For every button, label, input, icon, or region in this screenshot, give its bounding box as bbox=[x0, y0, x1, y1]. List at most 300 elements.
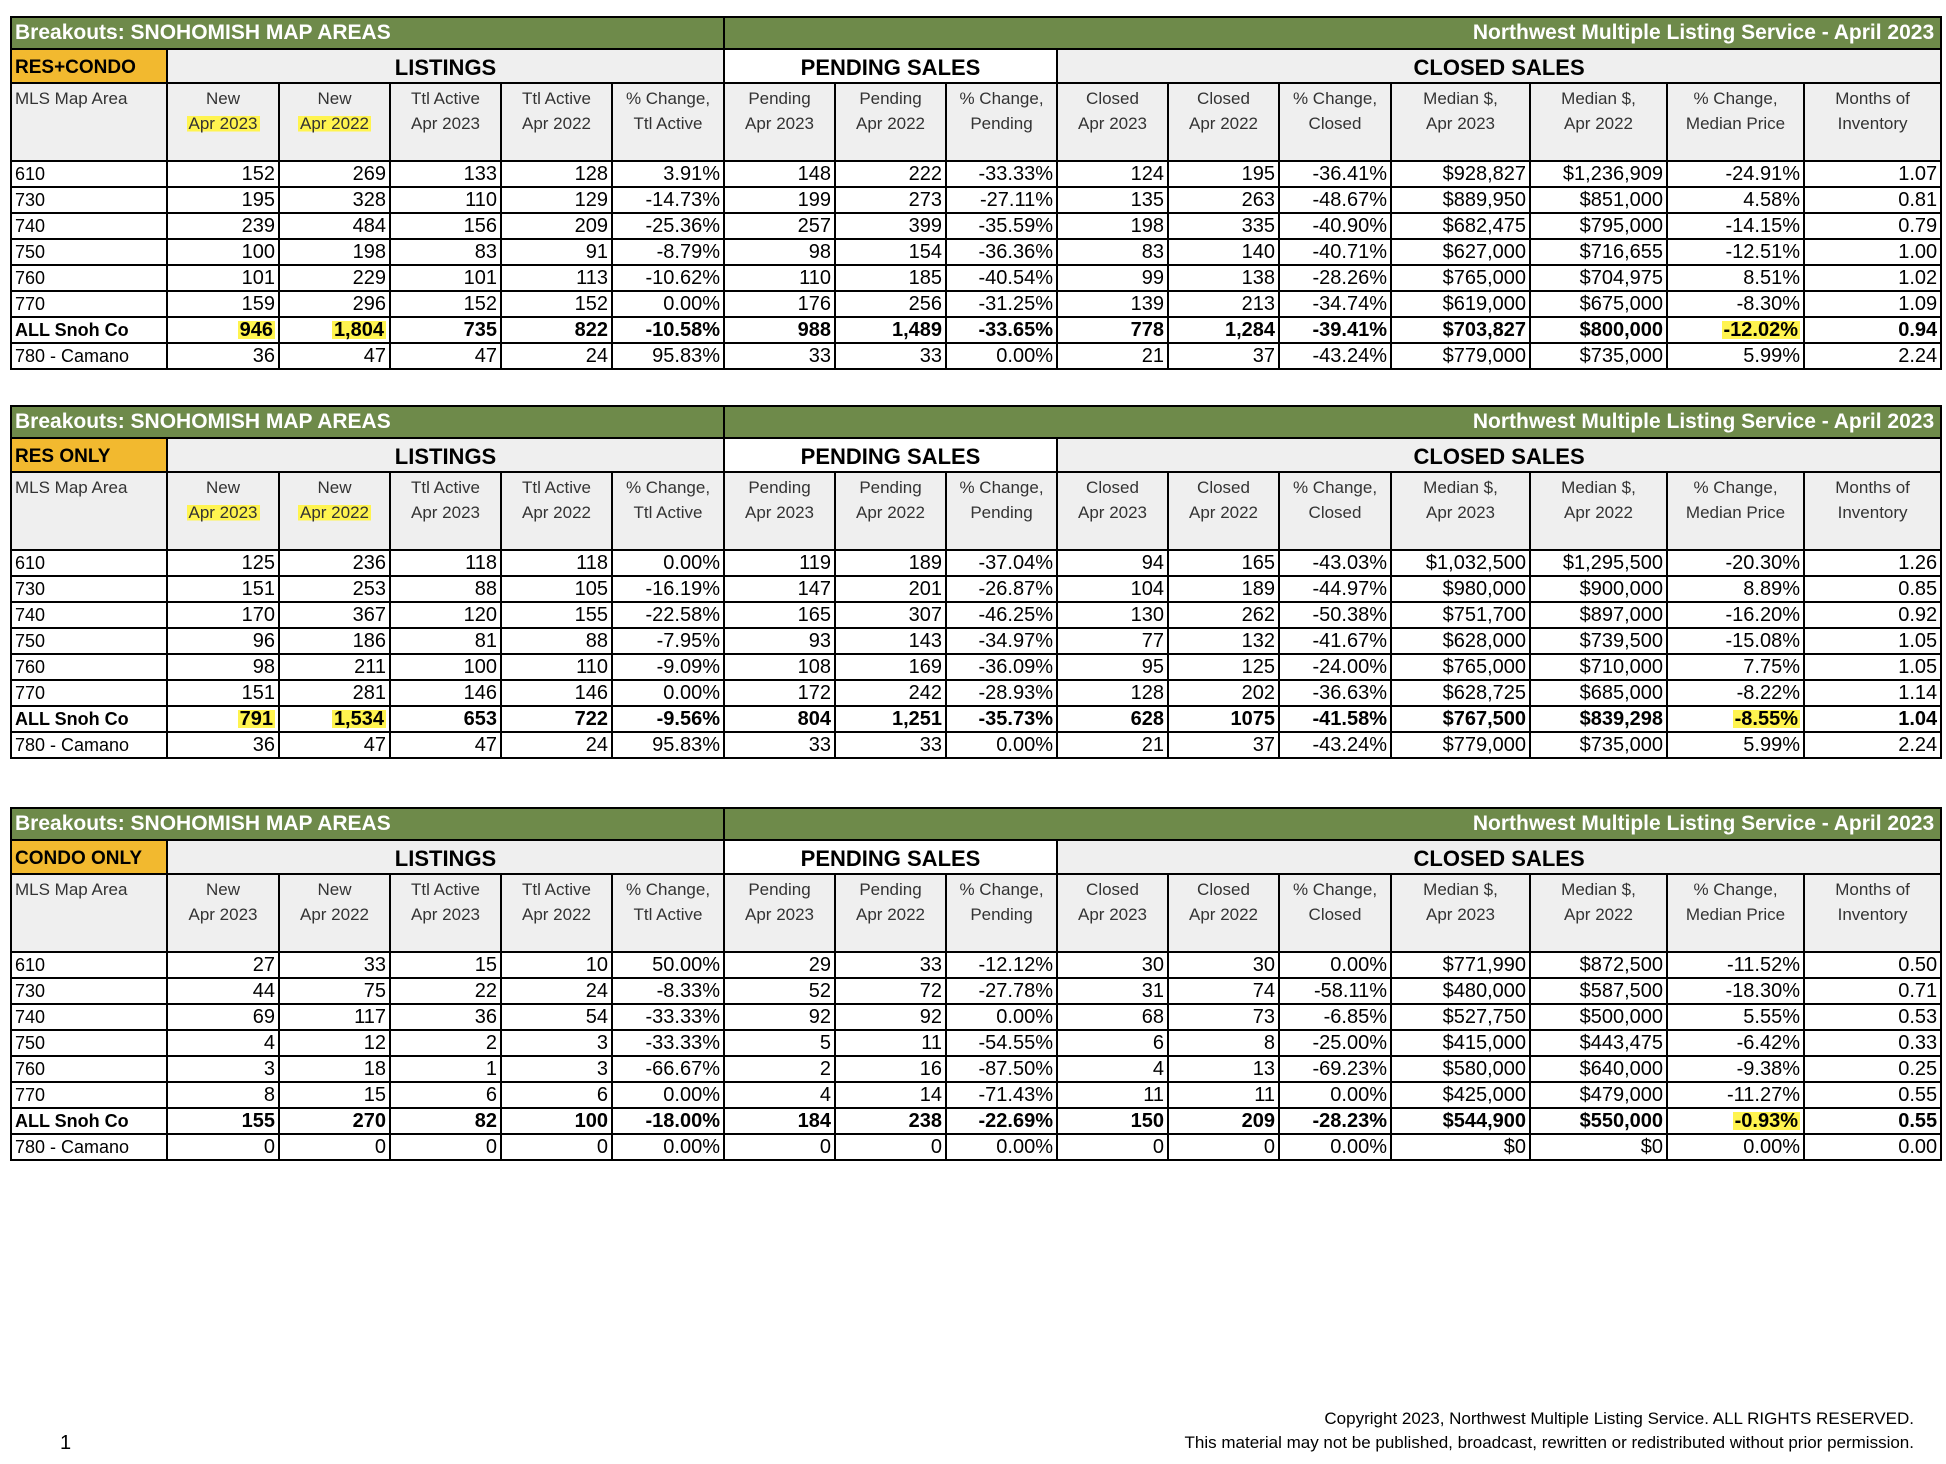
table-cell: 262 bbox=[1168, 602, 1279, 628]
column-header-line2: Apr 2022 bbox=[1189, 503, 1259, 522]
table-cell: $704,975 bbox=[1530, 265, 1667, 291]
table-cell: 202 bbox=[1168, 680, 1279, 706]
table-cell: -15.08% bbox=[1667, 628, 1804, 654]
table-cell: 27 bbox=[167, 952, 279, 978]
table-cell: 113 bbox=[501, 265, 612, 291]
table-cell: 117 bbox=[279, 1004, 390, 1030]
table-cell: 201 bbox=[835, 576, 946, 602]
column-header-line2: Apr 2023 bbox=[1078, 905, 1148, 924]
column-header bbox=[612, 874, 724, 952]
table-cell: -14.15% bbox=[1667, 213, 1804, 239]
notice-text: This material may not be published, broadcast, rewritten or redistributed without prior permission. bbox=[1184, 1433, 1914, 1452]
column-header-line1: MLS Map Area bbox=[15, 478, 128, 497]
table-cell: -11.52% bbox=[1667, 952, 1804, 978]
column-header-line2: Apr 2022 bbox=[1564, 114, 1634, 133]
table-cell: 110 bbox=[724, 265, 835, 291]
column-header-line1: Median $, bbox=[1423, 89, 1498, 108]
table-cell: $675,000 bbox=[1530, 291, 1667, 317]
table-cell: $527,750 bbox=[1391, 1004, 1530, 1030]
highlighted-value: 791 bbox=[239, 708, 273, 730]
table-row bbox=[11, 602, 1941, 628]
table-cell: 54 bbox=[501, 1004, 612, 1030]
column-header bbox=[1667, 874, 1804, 952]
column-header-line1: Closed bbox=[1197, 89, 1250, 108]
table-cell: 484 bbox=[279, 213, 390, 239]
table-cell: 3 bbox=[501, 1056, 612, 1082]
column-header-line1: Pending bbox=[859, 89, 922, 108]
table-cell: 1,284 bbox=[1168, 317, 1279, 343]
table-cell: 110 bbox=[390, 187, 501, 213]
section-pending: PENDING SALES bbox=[724, 438, 1057, 472]
column-header-line1: Pending bbox=[748, 89, 811, 108]
table-cell: 73 bbox=[1168, 1004, 1279, 1030]
table-cell: -7.95% bbox=[612, 628, 724, 654]
map-area-cell: 750 bbox=[11, 628, 167, 654]
table-cell: 128 bbox=[501, 161, 612, 187]
table-cell: 47 bbox=[390, 732, 501, 758]
table-row bbox=[11, 291, 1941, 317]
column-header-line2: Median Price bbox=[1685, 905, 1786, 924]
column-header-line1: % Change, bbox=[959, 89, 1044, 108]
table-cell: -20.30% bbox=[1667, 550, 1804, 576]
section-pending: PENDING SALES bbox=[724, 840, 1057, 874]
table-cell: 24 bbox=[501, 732, 612, 758]
column-header-line1: % Change, bbox=[1292, 89, 1378, 108]
table-cell: 152 bbox=[501, 291, 612, 317]
table-cell: -35.59% bbox=[946, 213, 1057, 239]
column-header-line1: Pending bbox=[748, 478, 811, 497]
table-cell: 1,251 bbox=[835, 706, 946, 732]
table-cell: 98 bbox=[167, 654, 279, 680]
section-listings: LISTINGS bbox=[167, 438, 724, 472]
table-cell: -87.50% bbox=[946, 1056, 1057, 1082]
column-header-line2: Median Price bbox=[1685, 503, 1786, 522]
table-cell: $703,827 bbox=[1391, 317, 1530, 343]
column-header-line1: Pending bbox=[748, 880, 811, 899]
column-header-line1: % Change, bbox=[1292, 880, 1378, 899]
map-area-cell: 740 bbox=[11, 1004, 167, 1030]
table-cell: -12.51% bbox=[1667, 239, 1804, 265]
column-header bbox=[1391, 874, 1530, 952]
table-cell: $682,475 bbox=[1391, 213, 1530, 239]
column-header bbox=[724, 83, 835, 161]
column-header-line2: Apr 2023 bbox=[745, 114, 815, 133]
table-cell bbox=[279, 317, 390, 343]
table-cell: 108 bbox=[724, 654, 835, 680]
column-header-line1: New bbox=[317, 89, 352, 108]
table-cell: $479,000 bbox=[1530, 1082, 1667, 1108]
highlighted-value: -12.02% bbox=[1723, 319, 1799, 341]
column-header-line2: Apr 2022 bbox=[1189, 114, 1259, 133]
column-header bbox=[612, 83, 724, 161]
table-cell: $735,000 bbox=[1530, 343, 1667, 369]
column-header-line1: New bbox=[205, 89, 240, 108]
table-cell: -10.58% bbox=[612, 317, 724, 343]
table-cell: 1.09 bbox=[1804, 291, 1941, 317]
table-cell: 3 bbox=[501, 1030, 612, 1056]
data-table bbox=[10, 807, 1942, 1161]
table-cell: 0 bbox=[390, 1134, 501, 1160]
table-cell: 37 bbox=[1168, 732, 1279, 758]
table-cell: -24.00% bbox=[1279, 654, 1391, 680]
map-area-cell: 740 bbox=[11, 602, 167, 628]
table-row bbox=[11, 576, 1941, 602]
table-cell: 68 bbox=[1057, 1004, 1168, 1030]
table-cell: 133 bbox=[390, 161, 501, 187]
column-header-line1: New bbox=[205, 478, 240, 497]
table-cell: 0.00% bbox=[1279, 1082, 1391, 1108]
column-header-line2: Median Price bbox=[1685, 114, 1786, 133]
column-header-line2: Apr 2023 bbox=[411, 114, 480, 133]
table-cell: -22.69% bbox=[946, 1108, 1057, 1134]
table-cell: 822 bbox=[501, 317, 612, 343]
table-cell: $872,500 bbox=[1530, 952, 1667, 978]
section-listings: LISTINGS bbox=[167, 49, 724, 83]
table-cell: 1.26 bbox=[1804, 550, 1941, 576]
table-cell: $587,500 bbox=[1530, 978, 1667, 1004]
column-header bbox=[835, 472, 946, 550]
table-cell: 399 bbox=[835, 213, 946, 239]
table-cell bbox=[1667, 706, 1804, 732]
table-cell: 209 bbox=[1168, 1108, 1279, 1134]
table-cell: 1,489 bbox=[835, 317, 946, 343]
table-cell: 186 bbox=[279, 628, 390, 654]
column-header-line1: % Change, bbox=[625, 89, 711, 108]
column-header-line2: Apr 2022 bbox=[856, 114, 926, 133]
table-cell: 0.00% bbox=[1667, 1134, 1804, 1160]
table-cell: 31 bbox=[1057, 978, 1168, 1004]
map-area-cell: 610 bbox=[11, 161, 167, 187]
table-cell: 72 bbox=[835, 978, 946, 1004]
map-area-cell: ALL Snoh Co bbox=[11, 706, 167, 732]
table-cell: -39.41% bbox=[1279, 317, 1391, 343]
table-cell: 125 bbox=[1168, 654, 1279, 680]
map-area-cell: 730 bbox=[11, 978, 167, 1004]
highlighted-value: -0.93% bbox=[1734, 1110, 1799, 1132]
table-cell: 211 bbox=[279, 654, 390, 680]
table-cell: $716,655 bbox=[1530, 239, 1667, 265]
table-cell: 15 bbox=[279, 1082, 390, 1108]
table-cell: 152 bbox=[167, 161, 279, 187]
column-header bbox=[1530, 472, 1667, 550]
table-cell: 124 bbox=[1057, 161, 1168, 187]
column-header bbox=[1279, 83, 1391, 161]
section-header bbox=[11, 438, 1941, 472]
table-cell: 120 bbox=[390, 602, 501, 628]
table-cell: 29 bbox=[724, 952, 835, 978]
table-cell: $751,700 bbox=[1391, 602, 1530, 628]
table-cell: -8.22% bbox=[1667, 680, 1804, 706]
column-header-line1: Ttl Active bbox=[522, 89, 591, 108]
column-header-line2: Ttl Active bbox=[633, 503, 703, 522]
table-row bbox=[11, 1004, 1941, 1030]
table-cell: 95.83% bbox=[612, 732, 724, 758]
column-header-row bbox=[11, 472, 1941, 550]
map-area-cell: 740 bbox=[11, 213, 167, 239]
table-cell: 3.91% bbox=[612, 161, 724, 187]
table-cell: 81 bbox=[390, 628, 501, 654]
table-cell: -43.24% bbox=[1279, 343, 1391, 369]
table-cell: -58.11% bbox=[1279, 978, 1391, 1004]
table-cell: -36.36% bbox=[946, 239, 1057, 265]
column-header-row bbox=[11, 83, 1941, 161]
table-cell: 8 bbox=[1168, 1030, 1279, 1056]
table-cell: 257 bbox=[724, 213, 835, 239]
table-cell: 155 bbox=[167, 1108, 279, 1134]
highlighted-value: 1,534 bbox=[333, 708, 384, 730]
table-cell: 256 bbox=[835, 291, 946, 317]
column-header bbox=[1279, 874, 1391, 952]
table-cell: 135 bbox=[1057, 187, 1168, 213]
column-header-line1: Median $, bbox=[1423, 880, 1498, 899]
table-cell: 2.24 bbox=[1804, 732, 1941, 758]
table-cell: 93 bbox=[724, 628, 835, 654]
column-header bbox=[279, 874, 390, 952]
table-cell: 33 bbox=[835, 732, 946, 758]
column-header-line2: Apr 2022 bbox=[1564, 503, 1634, 522]
section-header bbox=[11, 49, 1941, 83]
table-cell: 37 bbox=[1168, 343, 1279, 369]
table-cell: -40.54% bbox=[946, 265, 1057, 291]
column-header bbox=[1168, 83, 1279, 161]
map-area-cell: 730 bbox=[11, 576, 167, 602]
map-area-cell: 610 bbox=[11, 952, 167, 978]
column-header-line1: Months of bbox=[1835, 478, 1910, 497]
column-header bbox=[11, 472, 167, 550]
table-cell: -44.97% bbox=[1279, 576, 1391, 602]
table-cell: -25.00% bbox=[1279, 1030, 1391, 1056]
table-cell: 213 bbox=[1168, 291, 1279, 317]
table-cell: -6.85% bbox=[1279, 1004, 1391, 1030]
table-row bbox=[11, 343, 1941, 369]
table-cell: -11.27% bbox=[1667, 1082, 1804, 1108]
column-header-line1: Ttl Active bbox=[522, 880, 591, 899]
table-cell: $1,032,500 bbox=[1391, 550, 1530, 576]
column-header-line2: Apr 2022 bbox=[522, 503, 591, 522]
column-header-line1: Ttl Active bbox=[522, 478, 591, 497]
table-cell: 165 bbox=[1168, 550, 1279, 576]
map-area-cell: 760 bbox=[11, 654, 167, 680]
table-cell: 2 bbox=[390, 1030, 501, 1056]
table-cell: 24 bbox=[501, 343, 612, 369]
table-row bbox=[11, 187, 1941, 213]
table-cell: 0 bbox=[1057, 1134, 1168, 1160]
table-cell: 189 bbox=[1168, 576, 1279, 602]
column-header bbox=[501, 874, 612, 952]
table-cell: -54.55% bbox=[946, 1030, 1057, 1056]
map-area-cell: ALL Snoh Co bbox=[11, 1108, 167, 1134]
total-row bbox=[11, 706, 1941, 732]
title-left: Breakouts: SNOHOMISH MAP AREAS bbox=[11, 808, 724, 840]
column-header-line2: Apr 2022 bbox=[856, 905, 926, 924]
table-cell: 128 bbox=[1057, 680, 1168, 706]
map-area-cell: 770 bbox=[11, 1082, 167, 1108]
table-res-condo bbox=[10, 16, 1938, 370]
column-header bbox=[11, 874, 167, 952]
table-cell: 101 bbox=[167, 265, 279, 291]
table-cell: 239 bbox=[167, 213, 279, 239]
table-cell: 82 bbox=[390, 1108, 501, 1134]
table-cell: 236 bbox=[279, 550, 390, 576]
table-cell bbox=[1667, 1108, 1804, 1134]
table-cell: 0.81 bbox=[1804, 187, 1941, 213]
table-cell: 0.00% bbox=[612, 550, 724, 576]
table-cell: 130 bbox=[1057, 602, 1168, 628]
table-cell: $980,000 bbox=[1391, 576, 1530, 602]
table-cell: $767,500 bbox=[1391, 706, 1530, 732]
table-cell: 5.99% bbox=[1667, 732, 1804, 758]
table-cell: 253 bbox=[279, 576, 390, 602]
table-cell: 52 bbox=[724, 978, 835, 1004]
table-cell: 100 bbox=[390, 654, 501, 680]
table-cell: 1.05 bbox=[1804, 628, 1941, 654]
table-cell: 100 bbox=[501, 1108, 612, 1134]
table-cell: $795,000 bbox=[1530, 213, 1667, 239]
column-header bbox=[390, 874, 501, 952]
map-area-cell: 780 - Camano bbox=[11, 343, 167, 369]
table-cell: $425,000 bbox=[1391, 1082, 1530, 1108]
map-area-cell: 770 bbox=[11, 291, 167, 317]
column-header-line2: Apr 2022 bbox=[1189, 905, 1259, 924]
highlighted-value: 946 bbox=[239, 319, 273, 341]
table-cell: 1.02 bbox=[1804, 265, 1941, 291]
table-cell: -28.93% bbox=[946, 680, 1057, 706]
table-cell: 0.33 bbox=[1804, 1030, 1941, 1056]
table-cell: 1 bbox=[390, 1056, 501, 1082]
column-header-line1: % Change, bbox=[1292, 478, 1378, 497]
table-cell: 0 bbox=[501, 1134, 612, 1160]
table-cell: $851,000 bbox=[1530, 187, 1667, 213]
table-cell: -8.33% bbox=[612, 978, 724, 1004]
table-cell: 119 bbox=[724, 550, 835, 576]
column-header-line1: % Change, bbox=[1693, 478, 1778, 497]
table-row bbox=[11, 550, 1941, 576]
table-cell: 653 bbox=[390, 706, 501, 732]
table-cell: 0.00% bbox=[612, 1082, 724, 1108]
column-header-line1: Ttl Active bbox=[411, 478, 480, 497]
column-header bbox=[1057, 83, 1168, 161]
table-cell: $765,000 bbox=[1391, 654, 1530, 680]
column-header bbox=[835, 83, 946, 161]
table-cell: 0.53 bbox=[1804, 1004, 1941, 1030]
table-cell: 8.89% bbox=[1667, 576, 1804, 602]
table-cell: 139 bbox=[1057, 291, 1168, 317]
column-header-line1: Ttl Active bbox=[411, 880, 480, 899]
page-number: 1 bbox=[60, 1432, 72, 1454]
column-header-line1: Median $, bbox=[1561, 880, 1636, 899]
title-right: Northwest Multiple Listing Service - April 2023 bbox=[724, 406, 1941, 438]
table-cell: 2.24 bbox=[1804, 343, 1941, 369]
table-cell: 110 bbox=[501, 654, 612, 680]
column-header bbox=[724, 874, 835, 952]
column-header-line1: % Change, bbox=[625, 478, 711, 497]
map-area-cell: 750 bbox=[11, 1030, 167, 1056]
column-header bbox=[501, 472, 612, 550]
column-header-line2: Apr 2022 bbox=[1564, 905, 1634, 924]
table-row bbox=[11, 952, 1941, 978]
table-res-only bbox=[10, 405, 1938, 759]
column-header bbox=[167, 83, 279, 161]
table-cell: 156 bbox=[390, 213, 501, 239]
table-cell: -10.62% bbox=[612, 265, 724, 291]
column-header bbox=[1057, 874, 1168, 952]
table-condo-only bbox=[10, 807, 1938, 1161]
table-cell: 16 bbox=[835, 1056, 946, 1082]
column-header bbox=[1804, 472, 1941, 550]
table-cell: 11 bbox=[835, 1030, 946, 1056]
column-header-line1: New bbox=[317, 880, 352, 899]
table-cell: $685,000 bbox=[1530, 680, 1667, 706]
column-header bbox=[167, 874, 279, 952]
column-header bbox=[1804, 874, 1941, 952]
table-row bbox=[11, 978, 1941, 1004]
table-cell: 99 bbox=[1057, 265, 1168, 291]
table-cell: $739,500 bbox=[1530, 628, 1667, 654]
column-header bbox=[1804, 83, 1941, 161]
table-cell: 198 bbox=[279, 239, 390, 265]
table-cell: 33 bbox=[724, 732, 835, 758]
table-cell: 242 bbox=[835, 680, 946, 706]
table-cell: 94 bbox=[1057, 550, 1168, 576]
table-row bbox=[11, 239, 1941, 265]
table-cell: $1,295,500 bbox=[1530, 550, 1667, 576]
column-header-line1: Median $, bbox=[1561, 478, 1636, 497]
title-bar bbox=[11, 808, 1941, 840]
table-cell: 129 bbox=[501, 187, 612, 213]
table-cell: 6 bbox=[390, 1082, 501, 1108]
table-cell: 185 bbox=[835, 265, 946, 291]
column-header-line2 bbox=[283, 500, 386, 525]
column-header-line2: Pending bbox=[970, 905, 1033, 924]
title-left: Breakouts: SNOHOMISH MAP AREAS bbox=[11, 17, 724, 49]
map-area-cell: 760 bbox=[11, 265, 167, 291]
table-cell: 169 bbox=[835, 654, 946, 680]
table-cell: $500,000 bbox=[1530, 1004, 1667, 1030]
table-cell: 6 bbox=[501, 1082, 612, 1108]
table-cell: -40.90% bbox=[1279, 213, 1391, 239]
column-header-line2: Apr 2023 bbox=[1426, 114, 1496, 133]
table-cell: 328 bbox=[279, 187, 390, 213]
table-cell: $544,900 bbox=[1391, 1108, 1530, 1134]
table-cell: 30 bbox=[1057, 952, 1168, 978]
table-cell: 0.55 bbox=[1804, 1108, 1941, 1134]
table-cell: 151 bbox=[167, 680, 279, 706]
table-cell: 5.99% bbox=[1667, 343, 1804, 369]
column-header-line1: Months of bbox=[1835, 89, 1910, 108]
table-cell: 0.00% bbox=[612, 680, 724, 706]
table-cell: -35.73% bbox=[946, 706, 1057, 732]
column-header-line2: Closed bbox=[1308, 114, 1362, 133]
table-cell: -6.42% bbox=[1667, 1030, 1804, 1056]
column-header-line1: % Change, bbox=[959, 880, 1044, 899]
highlighted-text: Apr 2022 bbox=[300, 114, 369, 133]
table-cell: -9.38% bbox=[1667, 1056, 1804, 1082]
table-cell: 95.83% bbox=[612, 343, 724, 369]
column-header-line2: Apr 2023 bbox=[411, 503, 480, 522]
table-cell: 0.00% bbox=[612, 1134, 724, 1160]
table-cell: 0 bbox=[835, 1134, 946, 1160]
column-header bbox=[1667, 472, 1804, 550]
table-cell: -22.58% bbox=[612, 602, 724, 628]
table-cell: -12.12% bbox=[946, 952, 1057, 978]
table-cell: -46.25% bbox=[946, 602, 1057, 628]
table-cell: 75 bbox=[279, 978, 390, 1004]
table-cell: 198 bbox=[1057, 213, 1168, 239]
table-cell: 44 bbox=[167, 978, 279, 1004]
column-header-line1: Months of bbox=[1835, 880, 1910, 899]
table-cell: 11 bbox=[1168, 1082, 1279, 1108]
column-header-line2: Apr 2023 bbox=[745, 503, 815, 522]
